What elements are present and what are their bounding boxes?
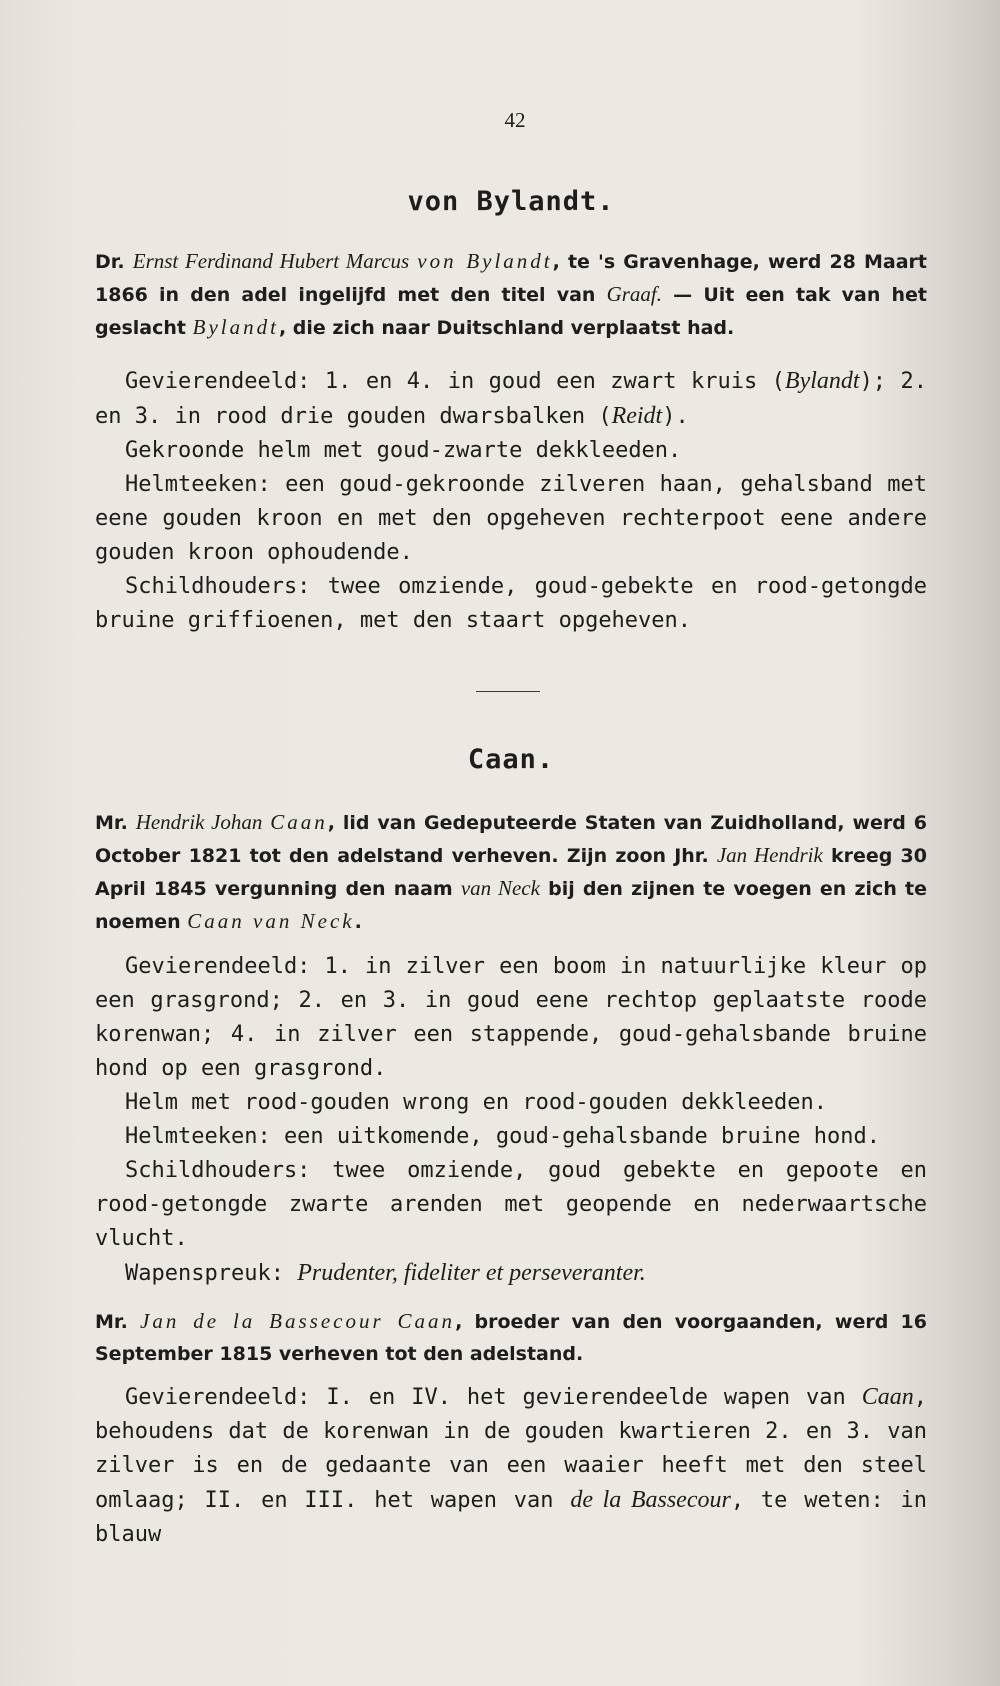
bassecour-intro (95, 1305, 927, 1370)
arms-name: Reidt (611, 403, 663, 429)
page-number: 42 (504, 108, 526, 132)
intro-text: — Uit een tak van het geslacht (95, 284, 927, 339)
heading-caan: Caan. (467, 744, 555, 775)
family-name: von Bylandt (417, 249, 553, 273)
intro-text: , broeder van den voorgaanden, werd 16 September 1815 verheven tot den adelstand. (95, 1311, 927, 1365)
intro-text: Dr. (95, 251, 133, 273)
arms-name: Bylandt (784, 368, 860, 394)
person-name: Jan de la Bassecour Caan (140, 1309, 456, 1333)
intro-text: Mr. (95, 812, 136, 834)
intro-text: bij den zijnen te voegen en zich te noemen (95, 878, 927, 933)
section-bylandt (95, 186, 927, 217)
intro-text: , lid van Gedeputeerde Staten van Zuidholland, werd 6 October 1821 tot den adelstand verheven. Zijn zoon Jhr. (95, 812, 927, 867)
intro-text: kreeg 30 April 1845 vergunning den naam (95, 845, 927, 900)
arms-text: ). (662, 404, 689, 429)
caan-arms: Gevierendeeld: 1. in zilver een boom in natuurlijke kleur op een grasgrond; 2. en 3. in goud eene rechtop geplaatste roode korenwan; 4. in zilver een stappende, goud-gehalsbande bruine hond op een grasgrond. (95, 954, 927, 1081)
bylandt-arms (95, 364, 927, 434)
bassecour-blazon (95, 1380, 927, 1552)
intro-text: Mr. (95, 1311, 141, 1333)
arms-name: Caan (861, 1384, 914, 1410)
caan-intro (95, 806, 927, 938)
bylandt-intro (95, 245, 927, 344)
arms-text: Gevierendeeld: 1. en 4. in goud een zwart kruis ( (125, 369, 785, 394)
arms-text: , te weten: in blauw (95, 1488, 928, 1547)
bylandt-crest: Helmteeken: een goud-gekroonde zilveren haan, gehalsband met eene gouden kroon en met den opgeheven rechterpoot eene andere gouden kroon ophoudende. (95, 472, 927, 565)
intro-text: , die zich naar Duitschland verplaatst had. (278, 317, 735, 339)
caan-blazon (95, 950, 927, 1291)
person-name: Jan Hendrik (716, 843, 823, 867)
family-name: Caan van Neck (187, 909, 355, 933)
arms-text: , behoudens dat de korenwan in de gouden kwartieren 2. en 3. van zilver is en de gedaante van een waaier heeft met den steel omlaag; II. en III. het wapen van (95, 1385, 927, 1513)
family-name: Caan (270, 810, 328, 834)
caan-crest: Helmteeken: een uitkomende, goud-gehalsbande bruine hond. (125, 1124, 880, 1149)
person-name: Ernst Ferdinand Hubert Marcus (132, 249, 410, 273)
caan-helm: Helm met rood-gouden wrong en rood-gouden dekkleeden. (125, 1090, 827, 1115)
title-name: Graaf. (606, 282, 663, 306)
caan-supporters: Schildhouders: twee omziende, goud gebekte en gepoote en rood-getongde zwarte arenden met geopende en nederwaartsche vlucht. (95, 1158, 927, 1251)
heading-bylandt: von Bylandt. (407, 186, 615, 217)
caan-motto (95, 1256, 927, 1291)
bassecour-arms (95, 1380, 927, 1552)
motto-label: Wapenspreuk: (125, 1261, 298, 1286)
section-caan (95, 744, 927, 775)
section-divider (476, 691, 540, 692)
person-name: Hendrik Johan (135, 810, 263, 834)
bylandt-blazon (95, 364, 927, 638)
arms-text: Gevierendeeld: I. en IV. het gevierendeelde wapen van (125, 1385, 862, 1410)
family-name: Bylandt (192, 315, 279, 339)
intro-text: . (354, 911, 362, 933)
bylandt-helm: Gekroonde helm met goud-zwarte dekkleeden. (125, 438, 682, 463)
arms-text: ); 2. en 3. in rood drie gouden dwarsbalken ( (95, 369, 927, 429)
intro-text: , te 's Gravenhage, werd 28 Maart 1866 in den adel ingelijfd met den titel van (95, 251, 927, 306)
bylandt-supporters: Schildhouders: twee omziende, goud-gebekte en rood-getongde bruine griffioenen, met den staart opgeheven. (95, 574, 927, 633)
arms-name: de la Bassecour (570, 1487, 731, 1513)
motto-text: Prudenter, fideliter et perseveranter. (297, 1260, 646, 1286)
family-name: van Neck (460, 876, 540, 900)
